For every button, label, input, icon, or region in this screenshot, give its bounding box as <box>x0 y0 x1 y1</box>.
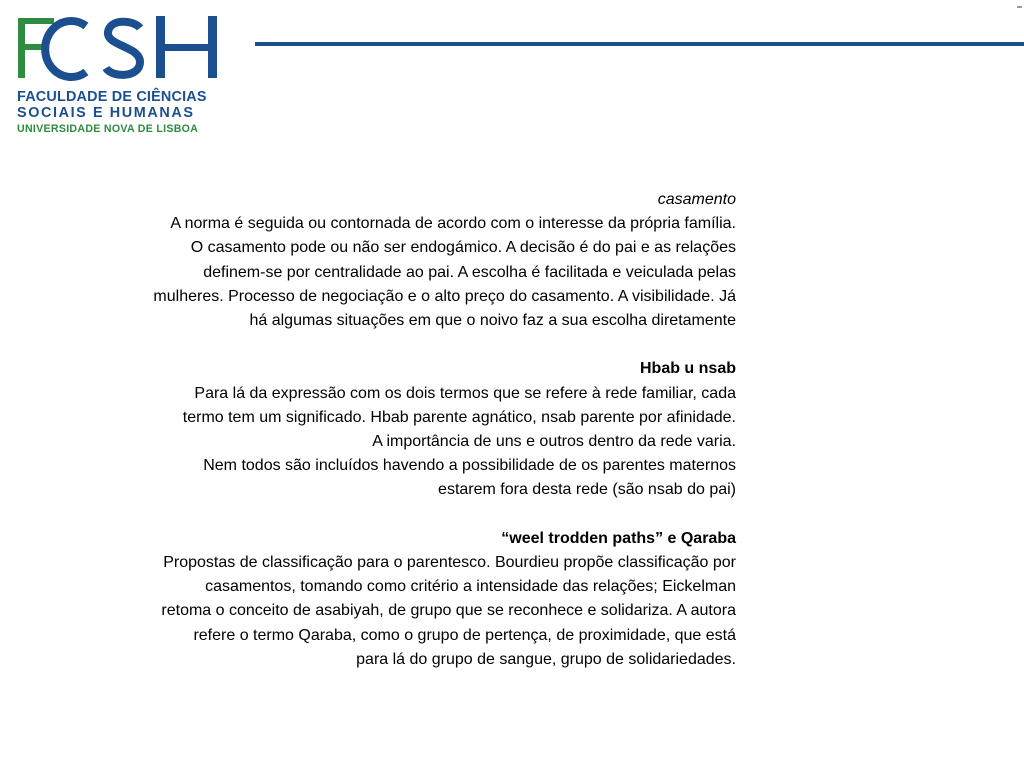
logo-text-social-human: SOCIAIS E HUMANAS <box>17 105 195 121</box>
section-heading: casamento <box>657 191 736 208</box>
fcsh-logo <box>16 14 226 138</box>
body-line: estarem fora desta rede (são nsab do pai) <box>438 481 736 499</box>
logo-text-university: UNIVERSIDADE NOVA DE LISBOA <box>17 123 199 135</box>
logo-text-faculty: FACULDADE DE CIÊNCIAS <box>17 89 207 105</box>
body-line: casamentos, tomando como critério a intensidade das relações; Eickelman <box>205 578 736 596</box>
body-line: para lá do grupo de sangue, grupo de solidariedades. <box>356 650 736 668</box>
section-spacer <box>60 333 736 357</box>
section-hbab-u-nsab <box>60 357 736 502</box>
section-heading: “weel trodden paths” e Qaraba <box>501 529 736 547</box>
fcsh-logo-mark <box>16 14 222 82</box>
section-heading: Hbab u nsab <box>639 360 736 378</box>
body-line: Para lá da expressão com os dois termos que se refere à rede familiar, cada <box>194 384 736 402</box>
header-rule <box>255 42 1024 46</box>
body-line: A importância de uns e outros dentro da rede varia. <box>372 433 736 451</box>
body-line: O casamento pode ou não ser endogámico. A decisão é do pai e as relações <box>190 239 736 257</box>
section-casamento <box>60 188 736 333</box>
body-line: mulheres. Processo de negociação e o alto preço do casamento. A visibilidade. Já <box>153 287 736 305</box>
body-line: A norma é seguida ou contornada de acordo com o interesse da própria família. <box>170 215 736 233</box>
body-line: Nem todos são incluídos havendo a possibilidade de os parentes maternos <box>203 457 736 475</box>
slide-content <box>60 188 736 672</box>
body-line: definem-se por centralidade ao pai. A escolha é facilitada e veiculada pelas <box>203 263 736 281</box>
body-line: refere o termo Qaraba, como o grupo de pertença, de proximidade, que está <box>193 626 736 644</box>
body-line: Propostas de classificação para o parentesco. Bourdieu propõe classificação por <box>163 554 736 572</box>
section-spacer <box>60 503 736 527</box>
body-line: termo tem um significado. Hbab parente agnático, nsab parente por afinidade. <box>182 408 736 426</box>
body-line: retoma o conceito de asabiyah, de grupo que se reconhece e solidariza. A autora <box>161 602 736 620</box>
corner-mark <box>1017 6 1022 8</box>
body-line: há algumas situações em que o noivo faz a sua escolha diretamente <box>249 312 736 330</box>
section-qaraba <box>60 527 736 672</box>
